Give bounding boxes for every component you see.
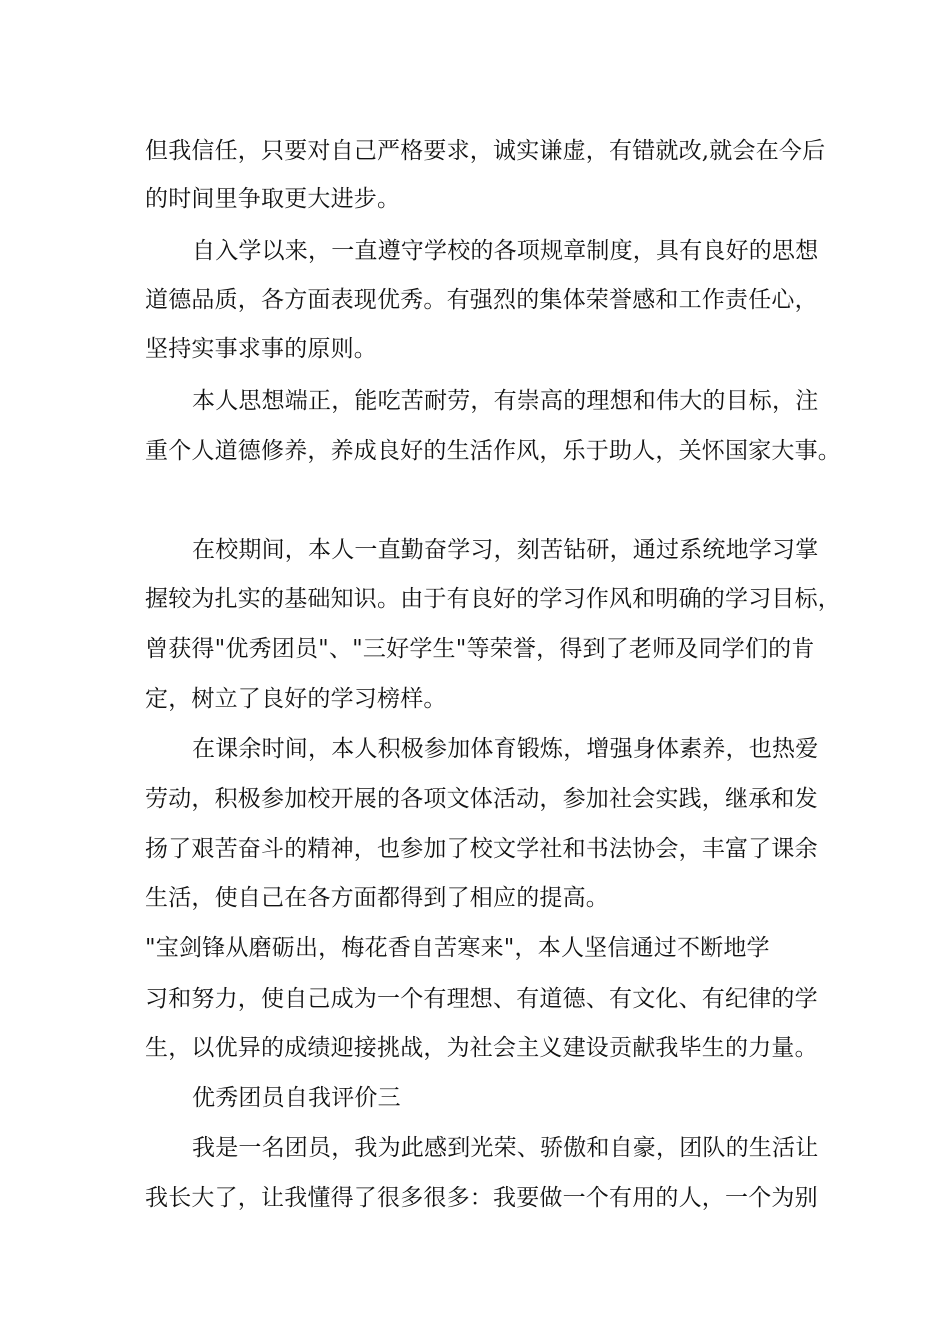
text-line: 在校期间，本人一直勤奋学习，刻苦钻研，通过系统地学习掌 [192,537,819,563]
text-line: 但我信任，只要对自己严格要求，诚实谦虚，有错就改,就会在今后 [145,138,826,164]
text-line: 定，树立了良好的学习榜样。 [145,686,447,712]
text-line: 道德品质，各方面表现优秀。有强烈的集体荣誉感和工作责任心， [145,287,818,313]
text-line: 我长大了，让我懂得了很多很多：我要做一个有用的人，一个为别 [145,1185,818,1211]
text-line: 自入学以来，一直遵守学校的各项规章制度，具有良好的思想 [192,238,819,264]
text-line: 习和努力，使自己成为一个有理想、有道德、有文化、有纪律的学 [145,986,818,1012]
text-line: 曾获得"优秀团员"、"三好学生"等荣誉，得到了老师及同学们的肯 [145,636,815,662]
text-line: 坚持实事求事的原则。 [145,336,377,362]
text-line: 生活，使自己在各方面都得到了相应的提高。 [145,885,609,911]
text-line: 本人思想端正，能吃苦耐劳，有崇高的理想和伟大的目标，注 [192,388,819,414]
text-line: 生，以优异的成绩迎接挑战，为社会主义建设贡献我毕生的力量。 [145,1035,818,1061]
text-line: 扬了艰苦奋斗的精神，也参加了校文学社和书法协会，丰富了课余 [145,836,818,862]
text-line: 我是一名团员，我为此感到光荣、骄傲和自豪，团队的生活让 [192,1135,819,1161]
text-line: "宝剑锋从磨砺出，梅花香自苦寒来"，本人坚信通过不断地学 [145,935,770,961]
text-line: 重个人道德修养，养成良好的生活作风，乐于助人，关怀国家大事。 [145,438,841,464]
text-line: 握较为扎实的基础知识。由于有良好的学习作风和明确的学习目标， [145,586,841,612]
section-heading: 优秀团员自我评价三 [192,1085,401,1111]
text-line: 的时间里争取更大进步。 [145,186,401,212]
text-line: 在课余时间，本人积极参加体育锻炼，增强身体素养，也热爱 [192,736,819,762]
text-line: 劳动，积极参加校开展的各项文体活动，参加社会实践，继承和发 [145,786,818,812]
